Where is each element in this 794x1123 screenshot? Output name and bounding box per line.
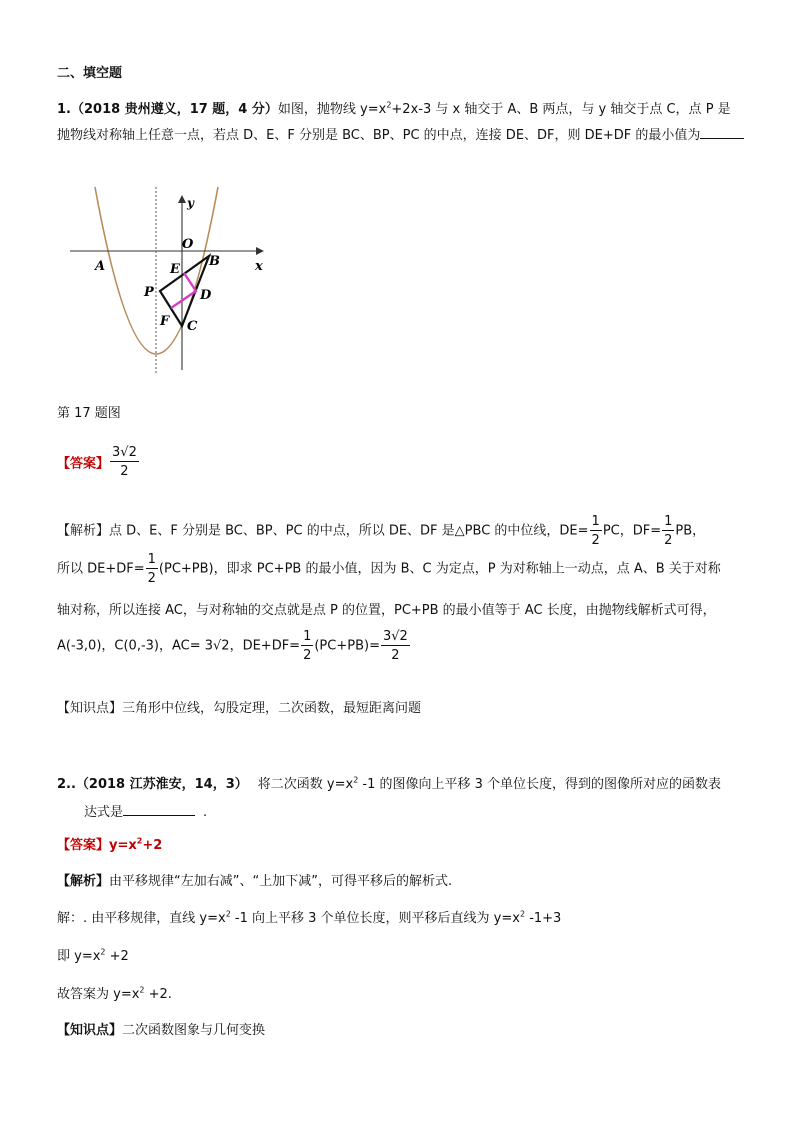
q1-analysis-l1a: 点 D、E、F 分别是 BC、BP、PC 的中点，所以 DE、DF 是△PBC 的中位线，DE= <box>109 523 589 539</box>
frac-den: 2 <box>303 648 312 663</box>
label-c: C <box>187 319 198 334</box>
q2-final-b: +2. <box>144 987 172 1002</box>
q2-text-end: . <box>203 805 208 820</box>
q2-answer-sup: 2 <box>136 836 143 846</box>
frac-den: 2 <box>391 648 400 663</box>
x-axis-arrow <box>256 247 264 255</box>
q2-solution <box>57 907 561 926</box>
q2-analysis-text: 由平移规律“左加右减”、“上加下减”，可得平移后的解析式. <box>109 874 453 889</box>
q1-number: 1. <box>57 102 71 117</box>
half-fraction-3 <box>146 553 158 585</box>
q2-final-sup: 2 <box>139 985 145 995</box>
frac-den: 2 <box>147 571 156 586</box>
q2-solution-c: -1+3 <box>525 911 562 926</box>
section-title: 二、填空题 <box>57 66 123 81</box>
result-fraction <box>381 630 410 662</box>
label-o: O <box>182 237 194 252</box>
q1-answer-fraction <box>110 446 139 478</box>
q1-answer-tag: 【答案】 <box>57 456 110 472</box>
q2-solution-a: 解：. 由平移规律，直线 y=x <box>57 911 226 926</box>
frac-den: 2 <box>591 533 600 548</box>
q1-answer-denominator: 2 <box>120 464 129 479</box>
y-axis-arrow <box>178 195 186 203</box>
q2-solution-sup1: 2 <box>225 909 231 919</box>
frac-num: 1 <box>303 629 312 644</box>
q2-source: .（2018 江苏淮安，14，3） <box>70 777 248 792</box>
q2-number: 2. <box>57 777 71 792</box>
q2-text-a: 将二次函数 y=x <box>257 777 354 792</box>
frac-num: 1 <box>147 552 156 567</box>
q2-result-a: 即 y=x <box>57 949 101 964</box>
q1-analysis-line2 <box>57 553 721 585</box>
q2-knowledge-tag: 【知识点】 <box>57 1023 123 1038</box>
q1-knowledge-tag: 【知识点】 <box>57 701 123 716</box>
frac-num: 1 <box>664 514 673 529</box>
q2-final <box>57 983 172 1002</box>
half-fraction-4 <box>301 630 313 662</box>
q2-line1 <box>57 773 721 792</box>
label-d: D <box>200 288 212 303</box>
q1-line1 <box>57 98 731 117</box>
q1-analysis-l2a: 所以 DE+DF= <box>57 561 145 577</box>
q2-final-a: 故答案为 y=x <box>57 987 140 1002</box>
q2-result-b: +2 <box>105 949 129 964</box>
q1-analysis-tag: 【解析】 <box>57 523 110 539</box>
half-fraction-2 <box>662 515 674 547</box>
label-f: F <box>160 314 170 329</box>
midlines-de-df <box>171 273 196 308</box>
q1-text-line2: 抛物线对称轴上任意一点，若点 D、E、F 分别是 BC、BP、PC 的中点，连接 DE、DF，则 DE+DF 的最小值为 <box>57 128 701 143</box>
label-b: B <box>209 254 220 269</box>
frac-num: 1 <box>591 514 600 529</box>
q1-knowledge-text: 三角形中位线，勾股定理，二次函数，最短距离问题 <box>122 701 422 716</box>
q1-analysis-l4a: A(-3,0)，C(0,-3)，AC= 3√2，DE+DF= <box>57 638 301 654</box>
q1-text-a: 如图，抛物线 y=x <box>277 102 387 117</box>
figure-caption: 第 17 题图 <box>57 406 121 421</box>
q1-analysis-line1 <box>57 515 705 547</box>
label-y: y <box>187 196 194 210</box>
q2-solution-b: -1 向上平移 3 个单位长度，则平移后直线为 y=x <box>230 911 520 926</box>
q2-knowledge <box>57 1019 265 1038</box>
q2-result <box>57 945 129 964</box>
q1-analysis-l1b: PC，DF= <box>602 523 662 539</box>
q1-answer-blank <box>700 126 744 139</box>
q2-answer-a: y=x <box>109 838 137 853</box>
q2-sup: 2 <box>353 775 359 785</box>
q2-solution-sup2: 2 <box>519 909 526 919</box>
q1-answer <box>57 446 140 478</box>
frac-den: 2 <box>664 533 673 548</box>
q1-answer-numerator: 3√2 <box>112 445 137 460</box>
q1-analysis-line4 <box>57 630 411 662</box>
q1-line2 <box>57 124 744 143</box>
q2-answer-blank <box>123 803 195 816</box>
q1-analysis-l1c: PB， <box>675 523 706 539</box>
frac-num: 3√2 <box>382 629 408 644</box>
label-a: A <box>95 259 106 274</box>
q2-analysis <box>57 870 452 889</box>
q1-analysis-l4b: (PC+PB)= <box>314 638 380 654</box>
q2-analysis-tag: 【解析】 <box>57 874 110 889</box>
q2-text-b: -1 的图像向上平移 3 个单位长度，得到的图像所对应的函数表 <box>358 777 722 792</box>
q2-knowledge-text: 二次函数图象与几何变换 <box>122 1023 266 1038</box>
q2-answer-b: +2 <box>142 838 163 853</box>
q1-analysis-l2b: (PC+PB)，即求 PC+PB 的最小值，因为 B、C 为定点，P 为对称轴上一动点，点 A、B 关于对称 <box>158 561 721 577</box>
label-p: P <box>144 285 154 300</box>
q1-analysis-line3: 轴对称，所以连接 AC，与对称轴的交点就是点 P 的位置，PC+PB 的最小值等于 AC 长度，由抛物线解析式可得， <box>57 603 716 618</box>
q2-text-line2: 达式是 <box>84 805 124 820</box>
q2-answer <box>57 834 162 853</box>
q1-knowledge <box>57 697 421 716</box>
label-x: x <box>255 259 263 274</box>
q1-text-b: +2x-3 与 x 轴交于 A、B 两点，与 y 轴交于点 C，点 P 是 <box>391 102 731 117</box>
q2-result-sup: 2 <box>100 947 106 957</box>
q1-source: （2018 贵州遵义，17 题，4 分） <box>70 102 278 117</box>
q1-sup: 2 <box>386 100 392 110</box>
q2-answer-tag: 【答案】 <box>57 838 110 853</box>
parabola-figure <box>68 185 288 375</box>
q2-line2 <box>84 801 207 820</box>
label-e: E <box>170 262 180 277</box>
half-fraction-1 <box>590 515 602 547</box>
